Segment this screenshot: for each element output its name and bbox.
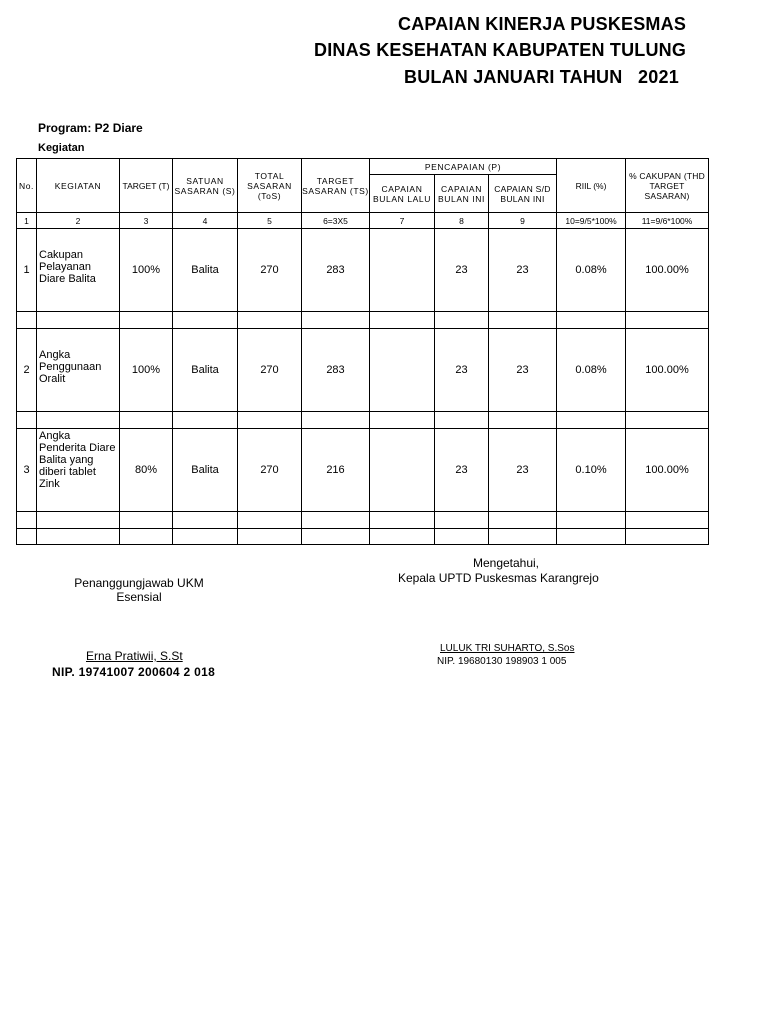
row-capaian-bulan-lalu <box>370 429 435 512</box>
col-number: 7 <box>370 213 435 229</box>
performance-table <box>16 158 709 545</box>
acknowledge-label: Mengetahui, <box>472 556 540 570</box>
left-signer-nip: NIP. 19741007 200604 2 018 <box>52 665 216 679</box>
title-line-3: BULAN JANUARI TAHUN 2021 <box>404 67 679 87</box>
header-target: TARGET (T) <box>120 159 173 213</box>
header-target-sasaran: TARGET SASARAN (TS) <box>302 159 370 213</box>
row-satuan: Balita <box>173 329 238 412</box>
row-kegiatan: Cakupan Pelayanan Diare Balita <box>37 229 120 312</box>
row-no: 3 <box>17 429 37 512</box>
row-capaian-sd-bulan-ini: 23 <box>489 229 557 312</box>
table-row <box>17 229 709 312</box>
row-target-sasaran: 283 <box>302 329 370 412</box>
left-signer-role-line-2: Esensial <box>116 590 162 604</box>
col-number: 9 <box>489 213 557 229</box>
col-number: 10=9/5*100% <box>557 213 626 229</box>
header-no: No. <box>17 159 37 213</box>
row-target: 100% <box>120 229 173 312</box>
row-capaian-bulan-ini: 23 <box>435 229 489 312</box>
title-line-1: CAPAIAN KINERJA PUSKESMAS <box>398 14 687 34</box>
header-total-sasaran: TOTAL SASARAN (ToS) <box>238 159 302 213</box>
right-signer-role: Kepala UPTD Puskesmas Karangrejo <box>398 571 599 585</box>
row-target-sasaran: 283 <box>302 229 370 312</box>
left-signer-role-line-1: Penanggungjawab UKM <box>74 576 204 590</box>
table-row <box>17 429 709 512</box>
col-number: 1 <box>17 213 37 229</box>
row-capaian-bulan-lalu <box>370 229 435 312</box>
row-cakupan: 100.00% <box>626 329 709 412</box>
header-riil: RIIL (%) <box>557 159 626 213</box>
spacer-row <box>17 312 709 329</box>
right-signer-name: LULUK TRI SUHARTO, S.Sos <box>440 643 575 654</box>
row-capaian-sd-bulan-ini: 23 <box>489 429 557 512</box>
program-label: Program: P2 Diare <box>38 121 143 135</box>
header-pencapaian: PENCAPAIAN (P) <box>370 159 557 175</box>
row-target: 100% <box>120 329 173 412</box>
col-number: 2 <box>37 213 120 229</box>
row-total-sasaran: 270 <box>238 329 302 412</box>
row-satuan: Balita <box>173 229 238 312</box>
header-row-1 <box>17 159 709 175</box>
row-capaian-bulan-lalu <box>370 329 435 412</box>
row-capaian-bulan-ini: 23 <box>435 429 489 512</box>
col-number: 11=9/6*100% <box>626 213 709 229</box>
row-cakupan: 100.00% <box>626 429 709 512</box>
column-number-row <box>17 213 709 229</box>
header-satuan-sasaran: SATUAN SASARAN (S) <box>173 159 238 213</box>
header-kegiatan: KEGIATAN <box>37 159 120 213</box>
col-number: 3 <box>120 213 173 229</box>
row-target: 80% <box>120 429 173 512</box>
kegiatan-label: Kegiatan <box>38 142 85 154</box>
row-cakupan: 100.00% <box>626 229 709 312</box>
spacer-row <box>17 512 709 529</box>
col-number: 8 <box>435 213 489 229</box>
row-capaian-sd-bulan-ini: 23 <box>489 329 557 412</box>
table-row <box>17 329 709 412</box>
header-capaian-sd-bulan-ini: CAPAIAN S/D BULAN INI <box>489 175 557 213</box>
row-total-sasaran: 270 <box>238 229 302 312</box>
row-capaian-bulan-ini: 23 <box>435 329 489 412</box>
row-kegiatan: Angka Penderita Diare Balita yang diberi tablet Zink <box>37 429 120 512</box>
col-number: 5 <box>238 213 302 229</box>
row-riil: 0.10% <box>557 429 626 512</box>
header-cakupan: % CAKUPAN (THD TARGET SASARAN) <box>626 159 709 213</box>
header-capaian-bulan-ini: CAPAIAN BULAN INI <box>435 175 489 213</box>
row-no: 2 <box>17 329 37 412</box>
row-total-sasaran: 270 <box>238 429 302 512</box>
spacer-row <box>17 529 709 545</box>
col-number: 6=3X5 <box>302 213 370 229</box>
row-no: 1 <box>17 229 37 312</box>
title-line-2: DINAS KESEHATAN KABUPATEN TULUNG <box>314 40 687 60</box>
left-signer-name: Erna Pratiwii, S.St <box>86 649 183 663</box>
row-riil: 0.08% <box>557 229 626 312</box>
header-capaian-bulan-lalu: CAPAIAN BULAN LALU <box>370 175 435 213</box>
row-kegiatan: Angka Penggunaan Oralit <box>37 329 120 412</box>
row-satuan: Balita <box>173 429 238 512</box>
spacer-row <box>17 412 709 429</box>
col-number: 4 <box>173 213 238 229</box>
right-signer-nip: NIP. 19680130 198903 1 005 <box>437 656 567 667</box>
row-target-sasaran: 216 <box>302 429 370 512</box>
row-riil: 0.08% <box>557 329 626 412</box>
